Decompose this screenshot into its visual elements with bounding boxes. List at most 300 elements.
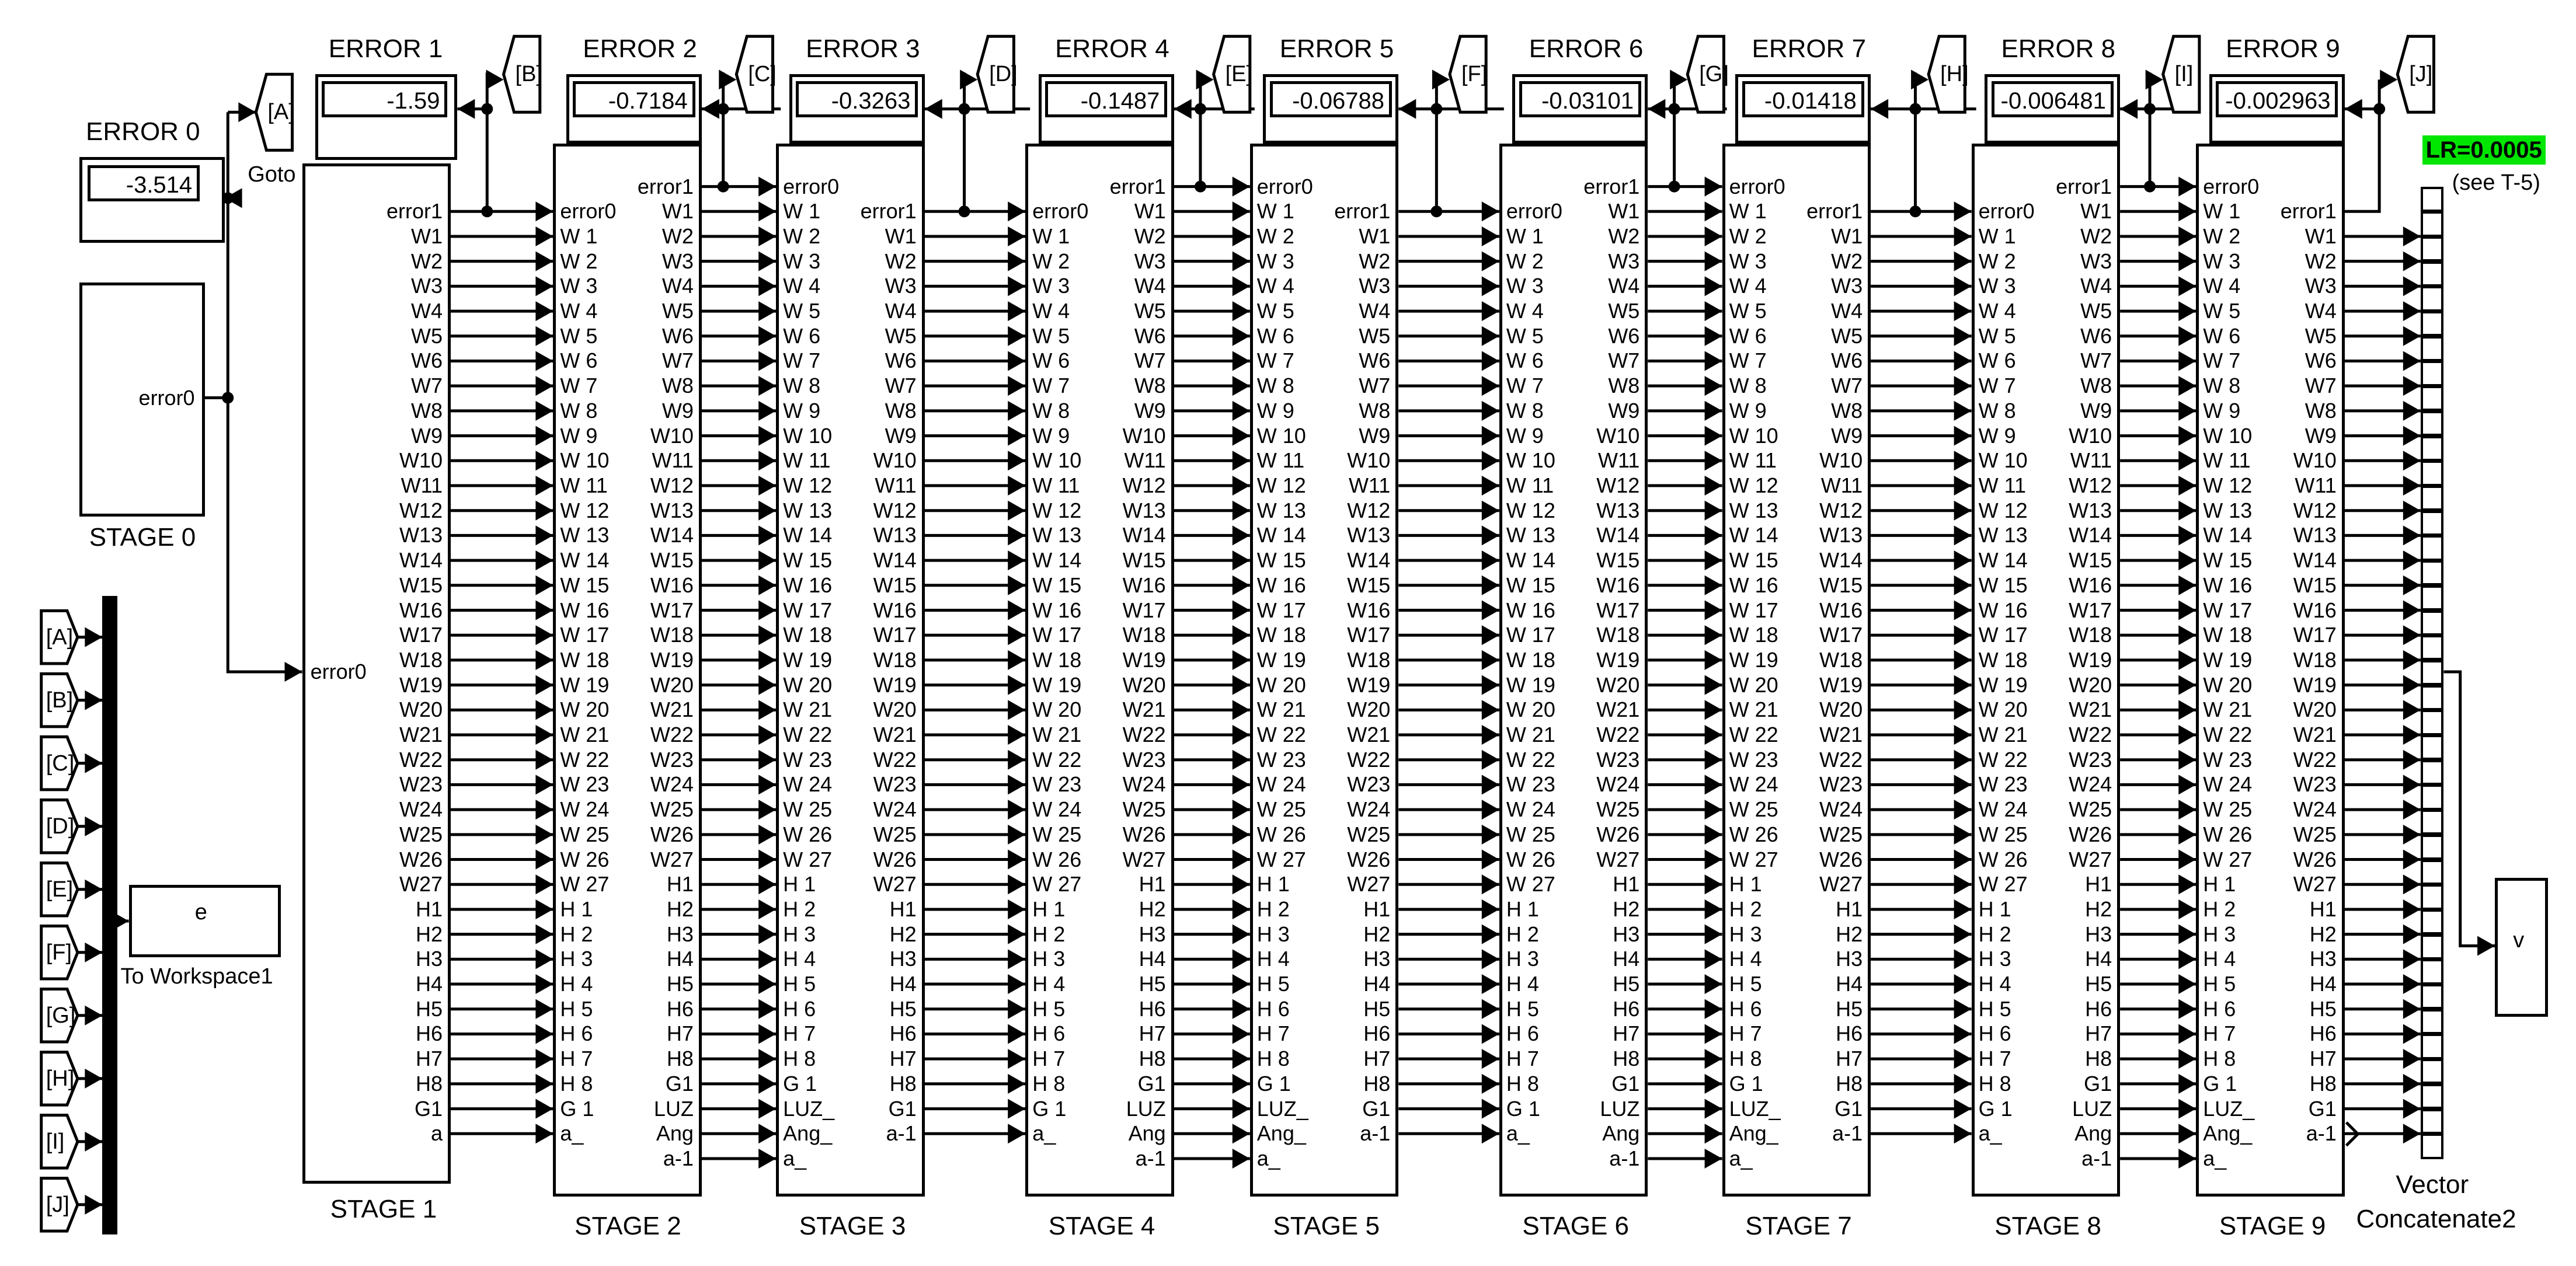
stage9-port-in: W 12	[2203, 473, 2253, 497]
stage5-port-in: H 6	[1256, 996, 1290, 1021]
stage6-port-out: H7	[1613, 1021, 1640, 1046]
stage6-port-out: H8	[1613, 1047, 1640, 1071]
vector-concat-port	[2421, 685, 2444, 710]
stage2-port-in: W 20	[560, 697, 610, 722]
stage6-port-out: W18	[1596, 623, 1640, 647]
stage5-port-in: W 22	[1256, 723, 1306, 747]
stage7-port-out: W22	[1819, 747, 1863, 772]
to-workspace1-variable: e	[194, 900, 207, 925]
error1-value: -1.59	[322, 81, 447, 117]
stage9-port-out: W22	[2293, 747, 2337, 772]
stage2-port-in: W 6	[560, 348, 598, 373]
stage6-port-out: error1	[1583, 174, 1640, 198]
stage3-port-out: W16	[873, 598, 917, 622]
vector-concat-port	[2421, 959, 2444, 984]
stage8-port-in: H 5	[1978, 996, 2011, 1021]
stage6-port-out: W21	[1596, 697, 1640, 722]
stage5-port-out: W27	[1347, 872, 1391, 897]
stage9-port-in: W 14	[2203, 523, 2253, 547]
stage4-port-in: W 16	[1032, 598, 1082, 622]
error7-title: ERROR 7	[1752, 34, 1867, 64]
stage2-port-in: W 24	[560, 797, 610, 822]
stage3-port-out: H1	[889, 897, 917, 921]
stage4-port-out: W24	[1122, 772, 1166, 797]
stage2-port-in: W 5	[560, 323, 598, 348]
stage6-port-in: W 19	[1506, 672, 1555, 697]
stage3-port-out: W15	[873, 573, 917, 597]
stage4-port-in: H 5	[1032, 996, 1066, 1021]
stage1-port-out: W18	[399, 647, 443, 672]
stage7-port-out: W6	[1831, 348, 1863, 373]
stage7-port-in: a_	[1729, 1146, 1753, 1170]
stage4-port-in: W 15	[1032, 573, 1082, 597]
stage8-port-in: W 21	[1978, 723, 2028, 747]
stage9-port-out: W3	[2305, 274, 2337, 298]
stage9-port-in: W 3	[2203, 249, 2241, 273]
stage7-port-in: W 26	[1729, 822, 1778, 846]
stage3-port-out: W22	[873, 747, 917, 772]
stage6-port-out: W11	[1597, 448, 1640, 473]
stage7-port-out: error1	[1806, 199, 1863, 224]
stage4-port-out: LUZ	[1126, 1096, 1166, 1121]
stage1-port-out: W25	[399, 822, 443, 846]
stage3-port-in: G 1	[783, 1071, 817, 1096]
stage6-port-out: W6	[1608, 323, 1640, 348]
stage2-port-in: W 14	[560, 548, 610, 573]
stage6-port-out: W23	[1596, 747, 1640, 772]
stage9-port-out: H4	[2309, 972, 2337, 996]
stage6-port-out: H6	[1613, 996, 1640, 1021]
stage1-port-out: error1	[387, 199, 443, 224]
stage5-port-out: W18	[1347, 647, 1391, 672]
stage8-port-out: H2	[2085, 897, 2112, 921]
stage4-port-out: H8	[1139, 1047, 1166, 1071]
stage9-port-in: H 8	[2203, 1047, 2236, 1071]
error0-value: -3.514	[88, 165, 200, 201]
stage8-port-out: H8	[2085, 1047, 2112, 1071]
stage6-port-in: H 2	[1506, 922, 1539, 946]
stage2-port-in: W 12	[560, 498, 610, 522]
goto-label: Goto	[248, 162, 296, 187]
stage2-port-out: W2	[662, 224, 694, 248]
stage4-port-in: G 1	[1032, 1096, 1067, 1121]
stage2-port-in: W 13	[560, 523, 610, 547]
stage7-port-out: a-1	[1832, 1121, 1863, 1146]
stage8-port-in: W 3	[1978, 274, 2016, 298]
v-variable-label: v	[2513, 928, 2525, 953]
stage7-port-in: H 4	[1729, 947, 1762, 971]
stage3-port-out: W14	[873, 548, 917, 573]
stage5-port-out: H1	[1363, 897, 1391, 921]
stage8-port-out: W4	[2080, 274, 2112, 298]
stage9-port-out: W13	[2293, 523, 2337, 547]
stage7-port-out: W20	[1819, 697, 1863, 722]
stage1-port-out: W6	[411, 348, 443, 373]
stage3-port-out: W13	[873, 523, 917, 547]
stage3-port-out: W5	[885, 323, 917, 348]
stage2-port-in: H 7	[560, 1047, 593, 1071]
stage4-port-out: G1	[1137, 1071, 1166, 1096]
stage6-port-out: H4	[1613, 947, 1640, 971]
stage1-port-out: W23	[399, 772, 443, 797]
stage4-port-in: W 17	[1032, 623, 1082, 647]
stage8-port-in: W 4	[1978, 299, 2016, 323]
stage8-port-in: W 8	[1978, 398, 2016, 423]
stage2-port-out: W26	[650, 822, 694, 846]
stage9-port-in: W 11	[2203, 448, 2251, 473]
stage3-port-out: W12	[873, 498, 917, 522]
stage7-port-out: W26	[1819, 847, 1863, 871]
stage3-port-in: W 8	[783, 374, 821, 398]
goto-tag-h: [H]	[1940, 62, 1969, 87]
stage2-port-in: W 26	[560, 847, 610, 871]
stage1-port-out: W10	[399, 448, 443, 473]
stage9-port-out: W24	[2293, 797, 2337, 822]
stage6-port-in: W 15	[1506, 573, 1555, 597]
stage7-port-out: W5	[1831, 323, 1863, 348]
stage5-port-out: a-1	[1360, 1121, 1391, 1146]
stage8-port-out: W21	[2069, 697, 2112, 722]
stage6-port-out: H2	[1613, 897, 1640, 921]
stage1-label: STAGE 1	[330, 1195, 437, 1224]
stage2-port-in: W 3	[560, 274, 598, 298]
stage7-port-in: H 5	[1729, 972, 1762, 996]
stage1-port-out: W26	[399, 847, 443, 871]
stage6-port-in: W 18	[1506, 647, 1555, 672]
stage9-port-in: W 7	[2203, 348, 2241, 373]
stage4-port-in: W 26	[1032, 847, 1082, 871]
stage5-port-out: W2	[1359, 249, 1391, 273]
stage8-port-out: W1	[2080, 199, 2112, 224]
vector-concat-port	[2421, 860, 2444, 885]
stage5-port-out: H4	[1363, 972, 1391, 996]
stage9-port-out: W9	[2305, 423, 2337, 448]
stage7-port-in: W 1	[1729, 199, 1767, 224]
stage6-port-out: W7	[1608, 348, 1640, 373]
stage8-port-in: G 1	[1978, 1096, 2013, 1121]
stage6-port-in: H 6	[1506, 1021, 1539, 1046]
stage8-port-out: W26	[2069, 822, 2112, 846]
stage6-port-in: W 2	[1506, 249, 1544, 273]
stage8-port-out: W20	[2069, 672, 2112, 697]
stage3-port-in: H 3	[783, 922, 816, 946]
stage9-port-in: W 25	[2203, 797, 2253, 822]
stage4-port-out: W21	[1122, 697, 1166, 722]
stage9-port-in: W 24	[2203, 772, 2253, 797]
stage8-port-in: W 6	[1978, 348, 2016, 373]
stage8-port-out: LUZ	[2072, 1096, 2112, 1121]
stage9-port-in: H 1	[2203, 872, 2236, 897]
stage2-port-in: W 23	[560, 772, 610, 797]
stage7-port-in: G 1	[1729, 1071, 1763, 1096]
stage5-port-out: W10	[1347, 448, 1391, 473]
stage5-port-out: H8	[1363, 1071, 1391, 1096]
stage7-port-in: LUZ_	[1729, 1096, 1781, 1121]
stage2-port-in: W 17	[560, 623, 610, 647]
stage4-port-out: W7	[1134, 348, 1166, 373]
stage2-port-in: W 18	[560, 647, 610, 672]
stage9-port-out: error1	[2280, 199, 2337, 224]
stage8-port-out: H7	[2085, 1021, 2112, 1046]
stage1-port-out: H1	[416, 897, 443, 921]
stage3-port-in: W 25	[783, 797, 833, 822]
vector-concat-port	[2421, 611, 2444, 636]
stage2-port-in: W 2	[560, 249, 598, 273]
stage5-port-in: W 2	[1256, 224, 1294, 248]
stage2-port-out: W6	[662, 323, 694, 348]
stage2-port-in: error0	[560, 199, 617, 224]
stage9-port-out: W7	[2305, 374, 2337, 398]
stage7-port-in: W 7	[1729, 348, 1767, 373]
stage3-port-out: W17	[873, 623, 917, 647]
stage9-port-in: LUZ_	[2203, 1096, 2255, 1121]
vector-concat-port	[2421, 1034, 2444, 1059]
stage4-port-in: W 10	[1032, 448, 1082, 473]
stage5-port-out: H3	[1363, 947, 1391, 971]
stage1-port-out: H8	[416, 1071, 443, 1096]
stage3-port-out: H5	[889, 996, 917, 1021]
stage4-port-in: H 2	[1032, 922, 1066, 946]
stage6-port-in: W 14	[1506, 548, 1555, 573]
stage7-port-in: W 25	[1729, 797, 1778, 822]
stage2-label: STAGE 2	[575, 1211, 681, 1240]
stage9-port-in: W 9	[2203, 398, 2241, 423]
stage6-port-in: W 20	[1506, 697, 1555, 722]
stage5-port-in: W 21	[1256, 697, 1306, 722]
stage9-port-out: W23	[2293, 772, 2337, 797]
vector-concat-port	[2421, 1134, 2444, 1159]
stage7-port-out: W23	[1819, 772, 1863, 797]
stage3-port-out: H8	[889, 1071, 917, 1096]
stage9-port-out: W15	[2293, 573, 2337, 597]
stage8-port-in: W 18	[1978, 647, 2028, 672]
stage2-port-out: W11	[652, 448, 694, 473]
stage8-port-out: H3	[2085, 922, 2112, 946]
stage8-port-out: W6	[2080, 323, 2112, 348]
stage9-port-in: H 7	[2203, 1021, 2236, 1046]
stage2-port-in: W 8	[560, 398, 598, 423]
stage4-port-out: a-1	[1135, 1146, 1166, 1170]
stage6-port-out: W1	[1608, 199, 1640, 224]
vector-concat-port	[2421, 261, 2444, 287]
from-tag-d: [D]	[46, 814, 75, 839]
stage1-port-out: W17	[399, 623, 443, 647]
stage8-port-out: H4	[2085, 947, 2112, 971]
vector-concat-port	[2421, 236, 2444, 261]
stage6-port-in: H 7	[1506, 1047, 1539, 1071]
stage3-port-in: W 9	[783, 398, 821, 423]
stage6-port-in: H 5	[1506, 996, 1539, 1021]
stage3-port-out: H7	[889, 1047, 917, 1071]
stage8-port-in: H 2	[1978, 922, 2011, 946]
stage8-port-out: Ang	[2074, 1121, 2112, 1146]
vector-concat-port	[2421, 461, 2444, 486]
stage4-port-in: W 19	[1032, 672, 1082, 697]
stage9-port-in: H 2	[2203, 897, 2236, 921]
stage3-port-in: W 12	[783, 473, 833, 497]
stage1-port-out: W7	[411, 374, 443, 398]
stage5-port-out: W9	[1359, 423, 1391, 448]
stage5-port-in: W 20	[1256, 672, 1306, 697]
stage6-port-in: W 11	[1506, 473, 1554, 497]
error2-title: ERROR 2	[583, 34, 697, 64]
stage2-port-out: H5	[666, 972, 694, 996]
stage8-port-out: error1	[2056, 174, 2112, 198]
stage2-port-in: G 1	[560, 1096, 594, 1121]
from-tag-g: [G]	[46, 1003, 76, 1028]
stage6-port-in: W 22	[1506, 747, 1555, 772]
vector-concat-port	[2421, 386, 2444, 411]
stage5-port-in: W 8	[1256, 374, 1294, 398]
stage6-label: STAGE 6	[1522, 1211, 1629, 1240]
stage5-port-in: W 19	[1256, 647, 1306, 672]
goto-tag-j: [J]	[2409, 62, 2433, 87]
error8-value: -0.006481	[1992, 81, 2114, 117]
vector-concat-label-2: Concatenate2	[2356, 1205, 2516, 1234]
stage3-port-in: error0	[783, 174, 840, 198]
stage7-port-in: W 13	[1729, 498, 1778, 522]
stage8-port-in: W 1	[1978, 224, 2016, 248]
stage3-port-in: H 7	[783, 1021, 816, 1046]
stage8-port-out: W22	[2069, 723, 2112, 747]
stage2-port-out: H3	[666, 922, 694, 946]
stage4-port-in: W 18	[1032, 647, 1082, 672]
stage4-port-in: W 8	[1032, 398, 1070, 423]
stage3-port-out: W20	[873, 697, 917, 722]
stage5-port-in: W 15	[1256, 548, 1306, 573]
stage9-port-in: H 3	[2203, 922, 2236, 946]
stage6-port-out: W2	[1608, 224, 1640, 248]
stage3-port-in: W 13	[783, 498, 833, 522]
stage7-port-out: H3	[1836, 947, 1863, 971]
stage3-port-out: W4	[885, 299, 917, 323]
stage4-port-out: W11	[1124, 448, 1166, 473]
stage8-port-out: W3	[2080, 249, 2112, 273]
vector-concat-port	[2421, 585, 2444, 611]
stage0-label: STAGE 0	[89, 523, 196, 552]
error6-title: ERROR 6	[1529, 34, 1644, 64]
stage5-port-in: W 3	[1256, 249, 1294, 273]
stage9-port-in: G 1	[2203, 1071, 2237, 1096]
stage6-port-in: H 8	[1506, 1071, 1539, 1096]
stage8-port-in: W 23	[1978, 772, 2028, 797]
stage7-port-in: W 27	[1729, 847, 1778, 871]
goto-tag-b: [B]	[515, 62, 542, 87]
stage6-port-in: W 4	[1506, 299, 1544, 323]
stage4-port-out: W23	[1122, 747, 1166, 772]
stage2-port-in: W 19	[560, 672, 610, 697]
stage3-port-out: W2	[885, 249, 917, 273]
stage3-port-out: W18	[873, 647, 917, 672]
stage8-port-in: W 24	[1978, 797, 2028, 822]
stage1-port-out: W3	[411, 274, 443, 298]
stage3-port-out: a-1	[886, 1121, 917, 1146]
stage6-port-out: W17	[1596, 598, 1640, 622]
stage8-port-out: W7	[2080, 348, 2112, 373]
stage9-port-in: W 22	[2203, 723, 2253, 747]
error4-title: ERROR 4	[1055, 34, 1169, 64]
stage2-port-out: W5	[662, 299, 694, 323]
stage2-port-in: a_	[560, 1121, 584, 1146]
stage5-port-in: Ang_	[1256, 1121, 1306, 1146]
stage2-port-out: G1	[665, 1071, 694, 1096]
stage2-port-in: W 27	[560, 872, 610, 897]
stage4-port-out: W12	[1122, 473, 1166, 497]
stage5-port-in: H 3	[1256, 922, 1290, 946]
stage3-port-out: W24	[873, 797, 917, 822]
vector-concat-port	[2421, 336, 2444, 361]
stage5-port-out: W14	[1347, 548, 1391, 573]
stage1-port-out: W22	[399, 747, 443, 772]
stage2-port-out: W7	[662, 348, 694, 373]
stage4-port-in: W 14	[1032, 548, 1082, 573]
stage6-port-out: Ang	[1602, 1121, 1640, 1146]
stage3-port-in: W 19	[783, 647, 833, 672]
stage6-port-in: W 17	[1506, 623, 1555, 647]
stage2-port-out: W27	[650, 847, 694, 871]
stage6-port-out: LUZ	[1600, 1096, 1640, 1121]
stage3-port-in: W 22	[783, 723, 833, 747]
stage6-port-out: G1	[1611, 1071, 1640, 1096]
stage6-port-out: H1	[1613, 872, 1640, 897]
stage6-port-out: W14	[1596, 523, 1640, 547]
stage8-port-out: W25	[2069, 797, 2112, 822]
stage5-port-out: W8	[1359, 398, 1391, 423]
stage8-port-in: H 3	[1978, 947, 2011, 971]
stage8-port-out: W19	[2069, 647, 2112, 672]
stage8-port-in: W 10	[1978, 448, 2028, 473]
stage4-port-in: W 23	[1032, 772, 1082, 797]
stage3-port-in: H 1	[783, 872, 816, 897]
stage5-port-in: W 11	[1256, 448, 1305, 473]
stage6-port-in: W 10	[1506, 448, 1555, 473]
stage8-port-in: W 26	[1978, 847, 2028, 871]
stage8-port-in: W 11	[1978, 473, 2026, 497]
stage7-port-out: W24	[1819, 797, 1863, 822]
stage3-port-out: W3	[885, 274, 917, 298]
stage6-port-out: W5	[1608, 299, 1640, 323]
stage4-port-out: H4	[1139, 947, 1166, 971]
stage4-port-in: H 1	[1032, 897, 1066, 921]
stage7-port-in: W 5	[1729, 299, 1767, 323]
stage3-port-out: W23	[873, 772, 917, 797]
stage4-port-in: a_	[1032, 1121, 1056, 1146]
stage4-port-in: W 2	[1032, 249, 1070, 273]
vector-concat-port	[2421, 660, 2444, 685]
stage5-port-in: W 26	[1256, 822, 1306, 846]
stage7-port-out: W25	[1819, 822, 1863, 846]
stage5-port-in: a_	[1256, 1146, 1280, 1170]
stage5-port-out: W5	[1359, 323, 1391, 348]
stage7-port-out: W10	[1819, 448, 1863, 473]
vector-concat-port	[2421, 934, 2444, 960]
stage9-port-out: W2	[2305, 249, 2337, 273]
stage9-port-out: H7	[2309, 1047, 2337, 1071]
stage5-port-out: W7	[1359, 374, 1391, 398]
stage8-port-out: W13	[2069, 498, 2112, 522]
stage5-port-out: W1	[1359, 224, 1391, 248]
stage5-port-in: W 13	[1256, 498, 1306, 522]
stage6-port-out: W19	[1596, 647, 1640, 672]
stage3-port-in: a_	[783, 1146, 807, 1170]
stage3-port-in: W 20	[783, 672, 833, 697]
stage3-port-in: W 10	[783, 423, 833, 448]
stage7-port-in: H 2	[1729, 897, 1762, 921]
stage8-port-out: W11	[2070, 448, 2112, 473]
stage8-port-out: a-1	[2081, 1146, 2112, 1170]
stage5-port-out: W16	[1347, 598, 1391, 622]
stage1-port-out: W13	[399, 523, 443, 547]
